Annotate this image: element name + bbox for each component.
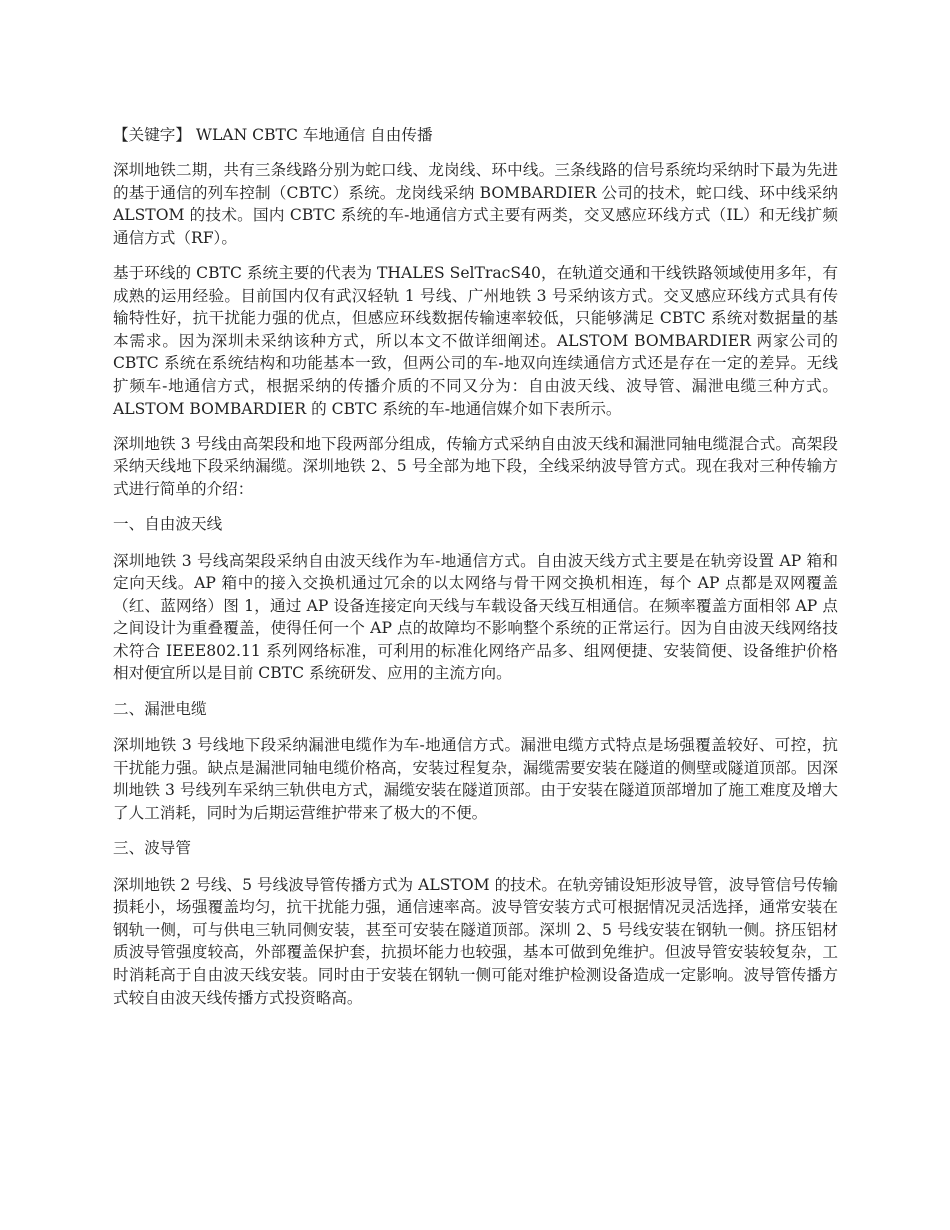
section-body-leaky-cable: 深圳地铁 3 号线地下段采纳漏泄电缆作为车-地通信方式。漏泄电缆方式特点是场强覆盖较好、可控，抗干扰能力强。缺点是漏泄同轴电缆价格高，安装过程复杂，漏缆需要安装在隧道的侧壁或隧道顶部。因深圳地铁 3 号线列车采纳三轨供电方式，漏缆安装在隧道顶部。由于安装在隧道顶部增加了施工难度及增大了人工消耗，同时为后期运营维护带来了极大的不便。 [113, 736, 838, 822]
keywords-line: 【关键字】 WLAN CBTC 车地通信 自由传播 [113, 126, 433, 144]
line3-paragraph: 深圳地铁 3 号线由高架段和地下段两部分组成，传输方式采纳自由波天线和漏泄同轴电缆混合式。高架段采纳天线地下段采纳漏缆。深圳地铁 2、5 号全部为地下段，全线采纳波导管方式。现在我对三种传输方式进行简单的介绍： [113, 434, 838, 498]
section-heading-free-wave-antenna: 一、自由波天线 [113, 514, 223, 533]
intro-paragraph: 深圳地铁二期，共有三条线路分别为蛇口线、龙岗线、环中线。三条线路的信号系统均采纳时下最为先进的基于通信的列车控制（CBTC）系统。龙岗线采纳 BOMBARDIER 公司的技术，蛇口线、环中线采纳 ALSTOM 的技术。国内 CBTC 系统的车-地通信方式主要有两类，交叉感应环线方式（IL）和无线扩频通信方式（RF）。 [113, 161, 838, 247]
section-heading-waveguide: 三、波导管 [113, 839, 191, 858]
loop-cbtc-paragraph: 基于环线的 CBTC 系统主要的代表为 THALES SelTracS40，在轨道交通和干线铁路领域使用多年，有成熟的运用经验。目前国内仅有武汉轻轨 1 号线、广州地铁 3 号采纳该方式。交叉感应环线方式具有传输特性好，抗干扰能力强的优点，但感应环线数据传输速率较低，只能够满足 CBTC 系统对数据量的基本需求。因为深圳未采纳该种方式，所以本文不做详细阐述。ALSTOM BOMBARDIER 两家公司的 CBTC 系统在系统结构和功能基本一致，但两公司的车-地双向连续通信方式还是存在一定的差异。无线扩频车-地通信方式，根据采纳的传播介质的不同又分为：自由波天线、波导管、漏泄电缆三种方式。ALSTOM BOMBARDIER 的 CBTC 系统的车-地通信媒介如下表所示。 [113, 263, 838, 418]
document-body [113, 124, 838, 1022]
section-body-free-wave-antenna: 深圳地铁 3 号线高架段采纳自由波天线作为车-地通信方式。自由波天线方式主要是在轨旁设置 AP 箱和定向天线。AP 箱中的接入交换机通过冗余的以太网络与骨干网交换机相连，每个 AP 点都是双网覆盖（红、蓝网络）图 1，通过 AP 设备连接定向天线与车载设备天线互相通信。在频率覆盖方面相邻 AP 点之间设计为重叠覆盖，使得任何一个 AP 点的故障均不影响整个系统的正常运行。因为自由波天线网络技术符合 IEEE802.11 系列网络标准，可利用的标准化网络产品多、组网便捷、安装简便、设备维护价格相对便宜所以是目前 CBTC 系统研发、应用的主流方向。 [113, 551, 838, 683]
section-heading-leaky-cable: 二、漏泄电缆 [113, 699, 207, 718]
section-body-waveguide: 深圳地铁 2 号线、5 号线波导管传播方式为 ALSTOM 的技术。在轨旁铺设矩形波导管，波导管信号传输损耗小，场强覆盖均匀，抗干扰能力强，通信速率高。波导管安装方式可根据情况灵活选择，通常安装在钢轨一侧，可与供电三轨同侧安装，甚至可安装在隧道顶部。深圳 2、5 号线安装在钢轨一侧。挤压铝材质波导管强度较高，外部覆盖保护套，抗损坏能力也较强，基本可做到免维护。但波导管安装较复杂，工时消耗高于自由波天线安装。同时由于安装在钢轨一侧可能对维护检测设备造成一定影响。波导管传播方式较自由波天线传播方式投资略高。 [113, 875, 838, 1007]
